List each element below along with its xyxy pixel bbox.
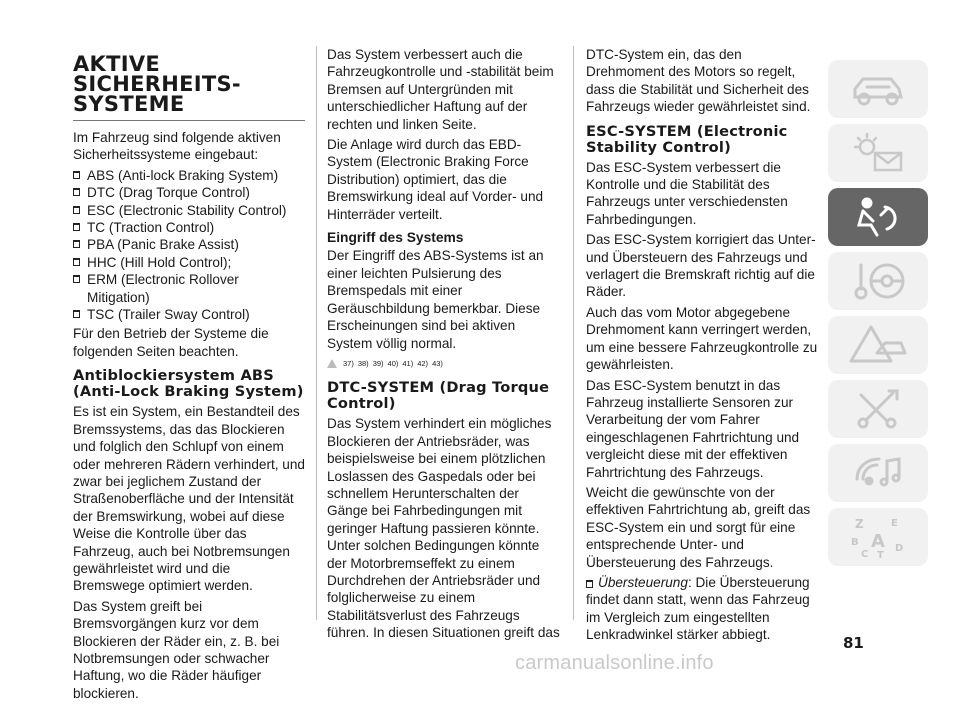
- reference-link[interactable]: 38): [357, 358, 369, 368]
- list-item: [73, 184, 305, 201]
- intro-paragraph: Im Fahrzeug sind folgende aktiven Sicherheitssysteme eingebaut:: [73, 130, 281, 163]
- index-letter: B: [851, 537, 859, 548]
- list-item-text: ESC (Electronic Stability Control): [87, 202, 287, 218]
- tab-dashboard[interactable]: [828, 124, 928, 182]
- paragraph: Auch das vom Motor abgegebene Drehmoment kann verringert werden, um eine bessere Fahrzeugkontrolle zu gewährleisten.: [586, 304, 818, 373]
- reference-link[interactable]: 43): [432, 358, 443, 368]
- paragraph: DTC-System ein, das den Drehmoment des Motors so regelt, dass die Stabilität und Sicherheit des Fahrzeugs wieder gewährleistet sind.: [586, 47, 811, 115]
- title-divider: [73, 120, 305, 121]
- title-line: SYSTEME: [73, 92, 185, 116]
- tab-multimedia[interactable]: [828, 444, 928, 502]
- paragraph: Das ESC-System benutzt in das Fahrzeug installierte Sensoren zur Verarbeitung der vom Fahrer eingeschlagenen Fahrtrichtung und vergleicht diese mit der effektiven Fahrtrichtung des Fahrzeugs.: [586, 377, 800, 480]
- system-intervention-heading: Eingriff des Systems: [327, 230, 464, 246]
- warning-triangle-icon: [327, 359, 337, 368]
- index-letter: T: [877, 550, 884, 559]
- page-title: [73, 54, 305, 114]
- chapter-sidebar: [828, 60, 928, 572]
- reference-link[interactable]: 42): [417, 358, 429, 368]
- column-2: [327, 46, 562, 645]
- reference-link[interactable]: 37): [343, 358, 354, 368]
- checkbox-bullet-icon: [73, 275, 80, 283]
- paragraph: Die Anlage wird durch das EBD-System (Electronic Braking Force Distribution) optimiert, das die Bremswirkung ideal auf Vorder- und Hinterräder verteilt.: [327, 137, 544, 222]
- list-item: [73, 167, 305, 184]
- tab-safety[interactable]: [828, 188, 928, 246]
- column-divider: [316, 46, 317, 620]
- checkbox-bullet-icon: [73, 206, 80, 214]
- checkbox-bullet-icon: [73, 310, 80, 318]
- list-item-text: ABS (Anti-lock Braking System): [87, 167, 279, 183]
- page-number: 81: [843, 634, 864, 652]
- list-item: [73, 219, 305, 236]
- abs-paragraph-1: Es ist ein System, ein Bestandteil des Bremssystems, das das Blockieren und folglich den Schlupf von einem oder mehreren Rädern verhindert, und zwar bei jeglichem Zustand der Straßenoberfläche und der Intensität der Bremswirkung, wobei auf diese Weise die Kontrolle über das Fahrzeug, auch bei Notbremsungen gewährleistet wird und die Bremswege optimiert werden.: [73, 404, 305, 594]
- title-line: SICHERHEITS-: [73, 72, 241, 96]
- list-item: [73, 271, 305, 306]
- column-3: [586, 46, 820, 647]
- warning-triangle-car-icon: [847, 323, 909, 367]
- paragraph: Das ESC-System korrigiert das Unter- und Übersteuern des Fahrzeugs und verlagert die Bremskraft richtig auf die Räder.: [586, 232, 816, 300]
- index-letter: C: [861, 549, 869, 559]
- abs-paragraph-2: Das System greift bei Bremsvorgängen kurz vor dem Blockieren der Räder ein, z. B. bei Notbremsungen oder schwacher Haftung, wo die Räder häufiger blockieren.: [73, 598, 280, 701]
- oversteer-item: [586, 574, 820, 644]
- tab-maintenance[interactable]: [828, 380, 928, 438]
- list-item-text: HHC (Hill Hold Control);: [87, 254, 232, 270]
- paragraph: Das System verhindert ein mögliches Blockieren der Antriebsräder, was beispielsweise bei einem plötzlichen Loslassen des Gaspedals oder bei schnellem Herunterschalten der Gänge bei Fahrbedingungen mit geringer Haftung passieren könnte. Unter solchen Bedingungen könnte der Motorbremseffekt zu einem Durchdrehen der Antriebsräder und folglicherweise zu einem Stabilitätsverlust des Fahrzeugs führen. In diesen Situationen greift das: [327, 416, 560, 641]
- paragraph: Das ESC-System verbessert die Kontrolle und die Stabilität des Fahrzeugs unter verschiedensten Fahrbedingungen.: [586, 159, 788, 227]
- paragraph: Weicht die gewünschte von der effektiven Fahrtrichtung ab, greift das ESC-System ein und sorgt für eine entsprechende Unter- und Übersteuerung des Fahrzeugs.: [586, 484, 811, 570]
- after-list-paragraph: Für den Betrieb der Systeme die folgenden Seiten beachten.: [73, 326, 269, 359]
- list-item-text: TSC (Trailer Sway Control): [87, 307, 250, 323]
- tab-emergency[interactable]: [828, 316, 928, 374]
- list-item-text: DTC (Drag Torque Control): [87, 185, 250, 201]
- checkbox-bullet-icon: [73, 223, 80, 231]
- systems-list: [73, 167, 305, 324]
- list-item-text: TC (Traction Control): [87, 220, 215, 236]
- watermark: carmanualsonline.info: [515, 652, 714, 674]
- multimedia-icon: [847, 451, 909, 495]
- column-divider: [573, 46, 574, 620]
- dtc-heading: DTC-SYSTEM (Drag Torque Control): [327, 379, 550, 413]
- list-item: [73, 306, 305, 323]
- paragraph: Das System verbessert auch die Fahrzeugkontrolle und -stabilität beim Bremsen auf Untergründen mit unterschiedlicher Haftung auf der rechten und linken Seite.: [327, 47, 554, 132]
- checkbox-bullet-icon: [73, 240, 80, 248]
- tab-index[interactable]: [828, 508, 928, 566]
- list-item-text: PBA (Panic Brake Assist): [87, 237, 239, 253]
- reference-link[interactable]: 39): [372, 358, 384, 368]
- key-steering-icon: [847, 259, 909, 303]
- list-item: [73, 254, 305, 271]
- tab-starting-driving[interactable]: [828, 252, 928, 310]
- index-letter: Z: [855, 517, 864, 531]
- warning-references: [327, 355, 562, 372]
- list-item: [73, 202, 305, 219]
- index-letter: E: [891, 518, 898, 529]
- seat-airbag-icon: [847, 195, 909, 239]
- list-item-text: ERM (Electronic Rollover Mitigation): [87, 272, 239, 305]
- column-1: [73, 46, 305, 705]
- checkbox-bullet-icon: [73, 171, 80, 179]
- reference-link[interactable]: 41): [402, 358, 414, 368]
- dashboard-lights-icon: [847, 131, 909, 175]
- oversteer-text: : Die Übersteuerung findet dann statt, wenn das Fahrzeug im Vergleich zum eingestellten Lenkradwinkel stärker abbiegt.: [586, 574, 810, 643]
- service-tools-icon: [847, 387, 909, 431]
- reference-link[interactable]: 40): [387, 358, 399, 368]
- oversteer-term: Übersteuerung: [598, 574, 688, 590]
- checkbox-bullet-icon: [586, 580, 593, 588]
- checkbox-bullet-icon: [73, 188, 80, 196]
- tab-car[interactable]: [828, 60, 928, 118]
- title-line: AKTIVE: [73, 52, 161, 76]
- abs-heading: Antiblockiersystem ABS (Anti-Lock Braking System): [73, 367, 304, 401]
- checkbox-bullet-icon: [73, 258, 80, 266]
- index-letter: D: [895, 543, 904, 554]
- list-item: [73, 236, 305, 253]
- car-icon: [847, 67, 909, 111]
- esc-heading: ESC-SYSTEM (Electronic Stability Control): [586, 122, 788, 156]
- paragraph: Der Eingriff des ABS-Systems ist an einer leichten Pulsierung des Bremspedals mit einer Geräuschbildung bemerkbar. Diese Erscheinungen sind bei aktiven System völlig normal.: [327, 248, 544, 351]
- index-letter: A: [871, 531, 885, 552]
- alphabetical-index-icon: [847, 515, 909, 559]
